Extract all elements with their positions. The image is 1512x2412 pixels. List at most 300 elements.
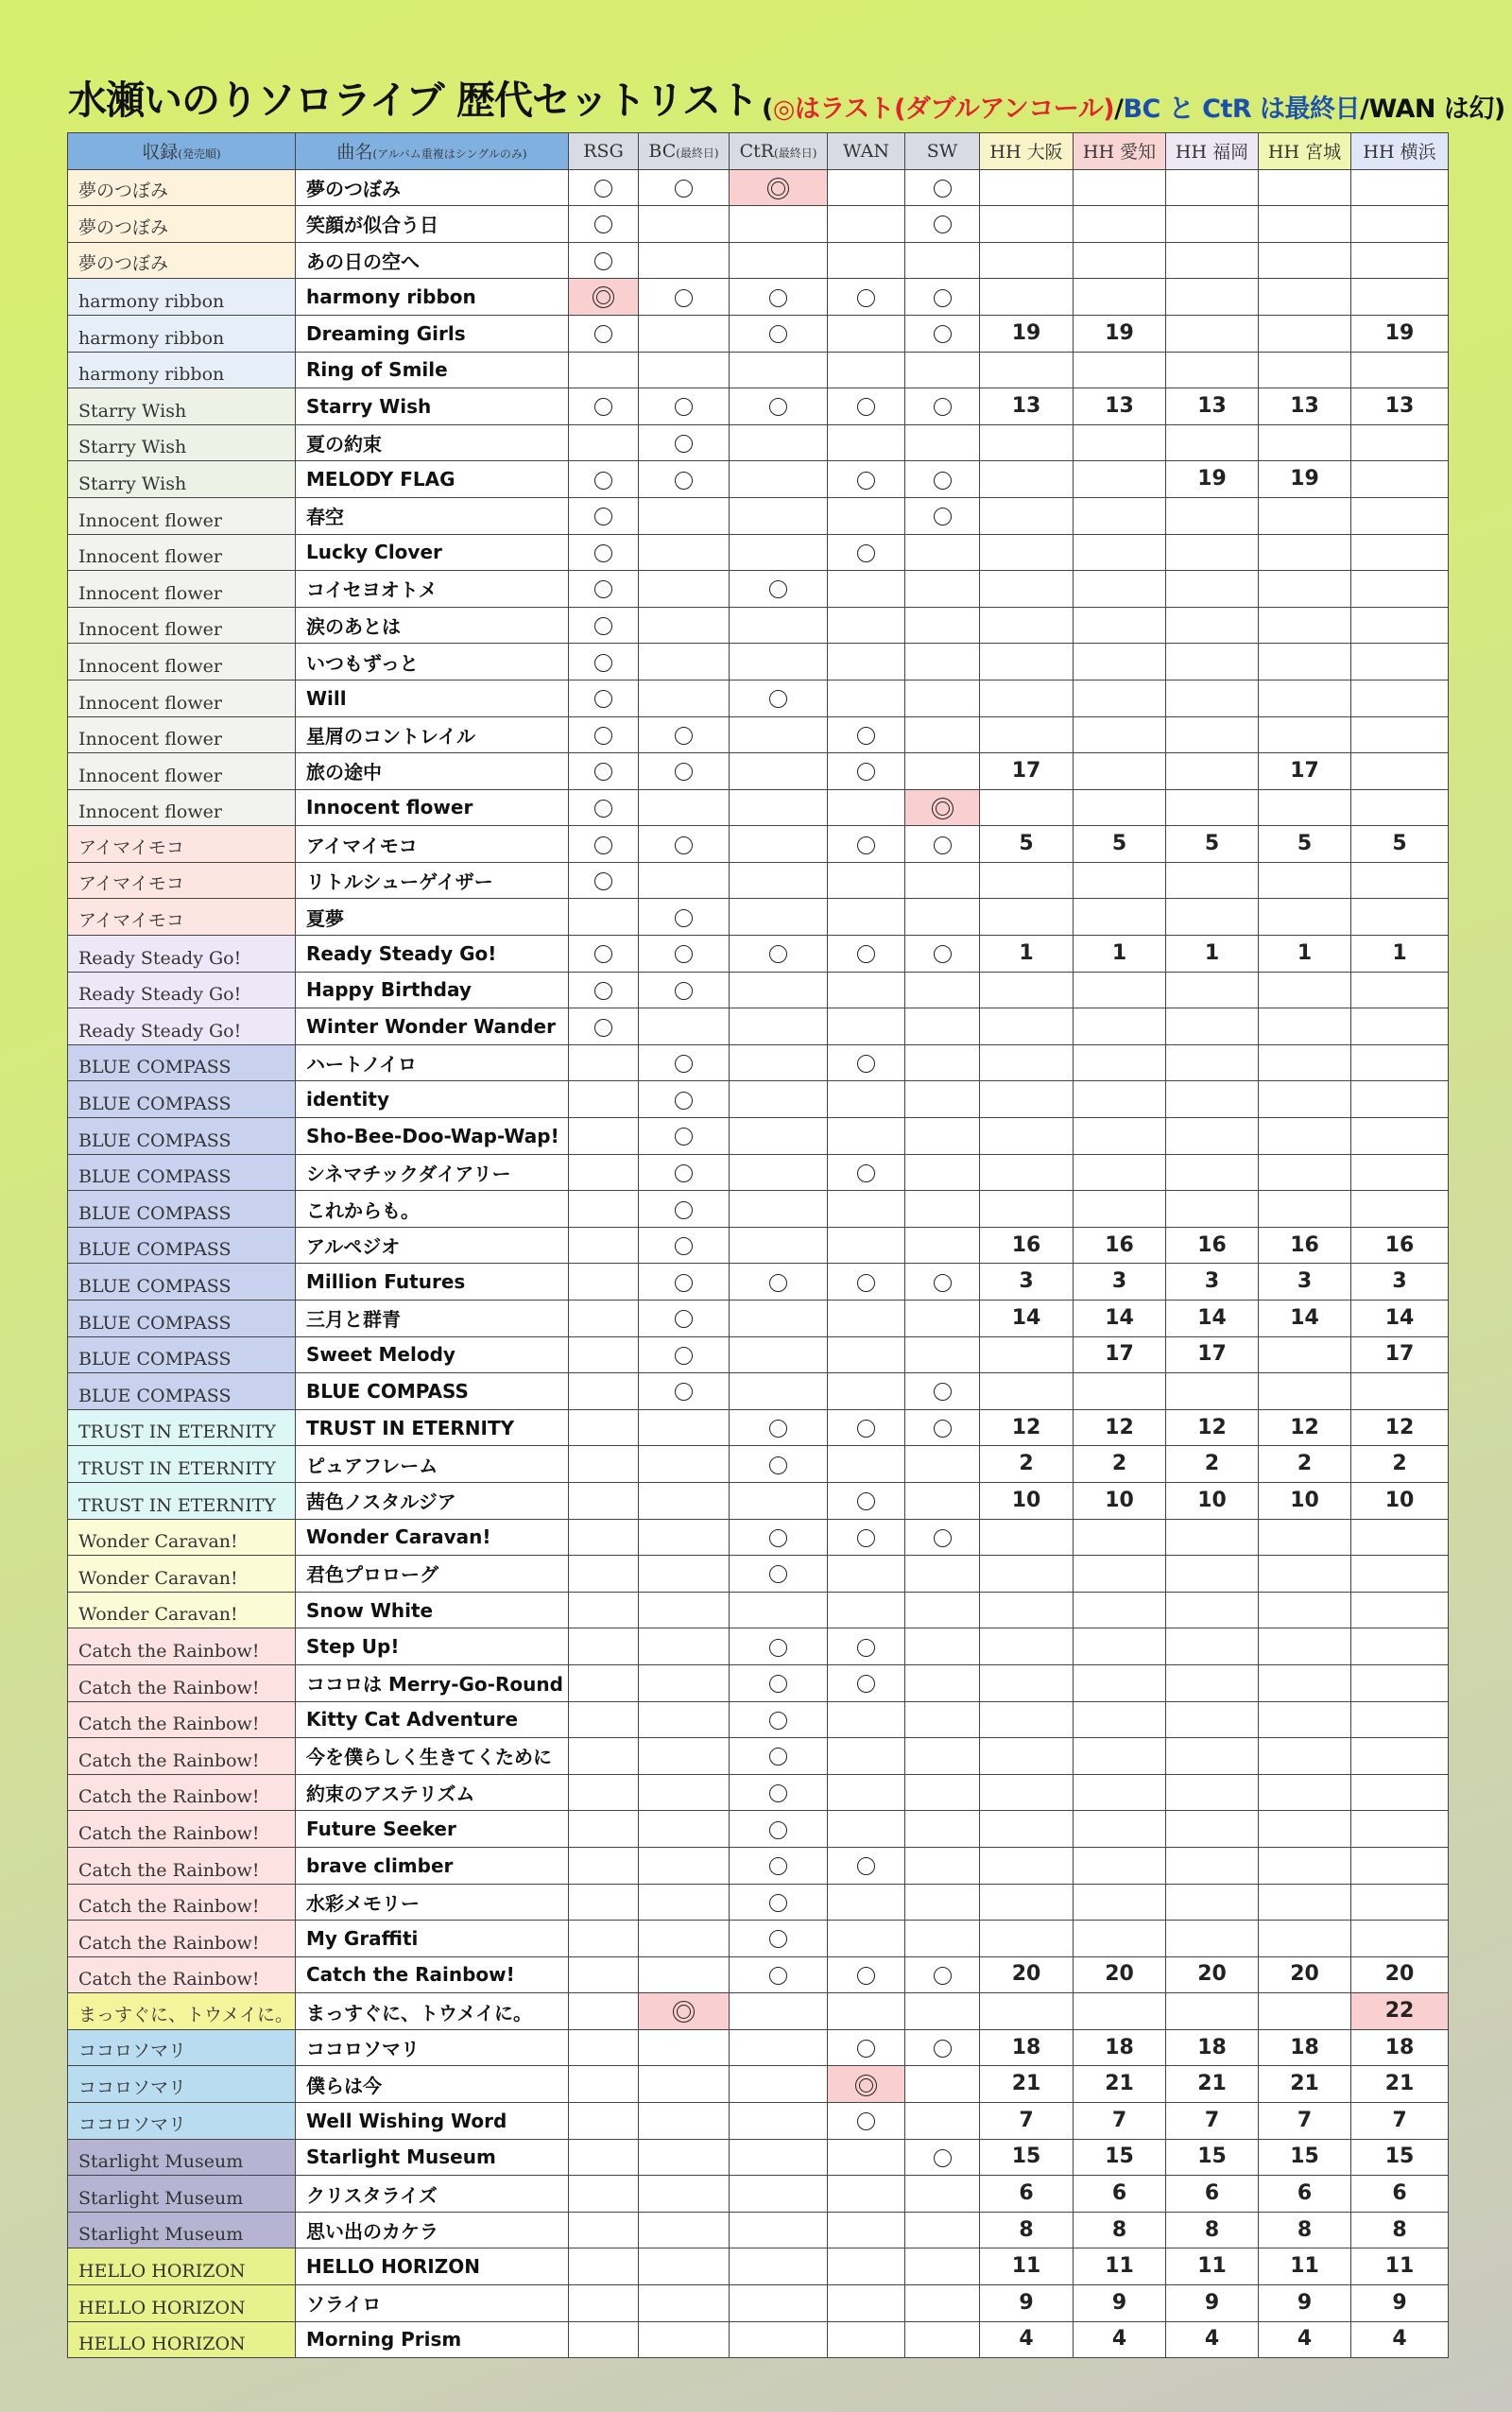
hh-order-cell: [1351, 1008, 1449, 1045]
table-row: [68, 936, 1449, 973]
rsg-mark-cell: [569, 2029, 639, 2066]
album-cell: 夢のつぼみ: [68, 169, 296, 206]
hh-order-cell: 12: [1074, 1409, 1166, 1446]
ctr-mark-cell: [730, 789, 828, 826]
performed-mark-icon: [934, 289, 952, 307]
hh-order-cell: 21: [1351, 2066, 1449, 2103]
bc-mark-cell: [639, 1956, 730, 1993]
bc-mark-cell: [639, 1446, 730, 1483]
sw-mark-cell: [905, 1301, 980, 1337]
wan-mark-cell: [828, 388, 905, 425]
hh-order-cell: [1074, 352, 1166, 388]
col-header-hh-yokohama: HH 横浜: [1351, 133, 1449, 170]
ctr-mark-cell: [730, 1482, 828, 1519]
ctr-mark-cell: [730, 2139, 828, 2176]
performed-mark-icon: [675, 1092, 693, 1110]
song-cell: Million Futures: [296, 1264, 569, 1301]
wan-mark-cell: [828, 1556, 905, 1593]
album-cell: Catch the Rainbow!: [68, 1884, 296, 1921]
table-row: [68, 680, 1449, 716]
hh-order-cell: [980, 899, 1074, 936]
hh-order-cell: [1351, 753, 1449, 790]
hh-order-cell: 5: [1166, 826, 1259, 863]
hh-order-cell: [1259, 1884, 1351, 1921]
performed-mark-icon: [675, 1128, 693, 1146]
bc-mark-cell: [639, 2029, 730, 2066]
hh-order-cell: 3: [1259, 1264, 1351, 1301]
performed-mark-icon: [934, 1383, 952, 1401]
hh-order-cell: [1259, 1592, 1351, 1628]
hh-order-cell: 16: [1259, 1227, 1351, 1264]
wan-mark-cell: [828, 1301, 905, 1337]
ctr-mark-cell: [730, 1664, 828, 1701]
table-row: [68, 279, 1449, 316]
sw-mark-cell: [905, 571, 980, 608]
song-cell: Snow White: [296, 1592, 569, 1628]
hh-order-cell: 1: [1259, 936, 1351, 973]
hh-order-cell: [980, 1628, 1074, 1665]
hh-order-cell: 18: [1074, 2029, 1166, 2066]
hh-order-cell: 15: [1166, 2139, 1259, 2176]
hh-order-cell: [980, 789, 1074, 826]
performed-mark-icon: [857, 1492, 875, 1510]
hh-order-cell: [980, 461, 1074, 498]
sw-mark-cell: [905, 789, 980, 826]
hh-order-cell: [1351, 644, 1449, 681]
song-cell: TRUST IN ETERNITY: [296, 1409, 569, 1446]
performed-mark-icon: [594, 580, 612, 598]
hh-order-cell: [1351, 206, 1449, 243]
rsg-mark-cell: [569, 2176, 639, 2213]
hh-order-cell: [980, 1336, 1074, 1373]
hh-order-cell: [1074, 789, 1166, 826]
sw-mark-cell: [905, 1446, 980, 1483]
performed-mark-icon: [769, 1894, 787, 1912]
ctr-mark-cell: [730, 1628, 828, 1665]
song-cell: 僕らは今: [296, 2066, 569, 2103]
sw-mark-cell: [905, 1556, 980, 1593]
bc-mark-cell: [639, 899, 730, 936]
hh-order-cell: [980, 1774, 1074, 1811]
bc-mark-cell: [639, 2285, 730, 2322]
hh-order-cell: [1074, 753, 1166, 790]
wan-mark-cell: [828, 424, 905, 461]
sw-mark-cell: [905, 242, 980, 279]
hh-order-cell: [980, 206, 1074, 243]
hh-order-cell: [1074, 716, 1166, 753]
rsg-mark-cell: [569, 279, 639, 316]
rsg-mark-cell: [569, 789, 639, 826]
bc-mark-cell: [639, 789, 730, 826]
hh-order-cell: [1259, 1993, 1351, 2030]
hh-order-cell: [1074, 1373, 1166, 1410]
album-cell: Innocent flower: [68, 789, 296, 826]
album-cell: Catch the Rainbow!: [68, 1774, 296, 1811]
wan-mark-cell: [828, 279, 905, 316]
bc-mark-cell: [639, 1118, 730, 1155]
performed-mark-icon: [857, 763, 875, 781]
hh-order-cell: [1259, 607, 1351, 644]
album-cell: HELLO HORIZON: [68, 2285, 296, 2322]
hh-order-cell: [1259, 1044, 1351, 1081]
table-row: [68, 1409, 1449, 1446]
rsg-mark-cell: [569, 1921, 639, 1957]
sw-mark-cell: [905, 1044, 980, 1081]
ctr-mark-cell: [730, 862, 828, 899]
hh-order-cell: 11: [1074, 2248, 1166, 2285]
bc-mark-cell: [639, 1993, 730, 2030]
hh-order-cell: 12: [1351, 1409, 1449, 1446]
hh-order-cell: 3: [1351, 1264, 1449, 1301]
hh-order-cell: [1351, 1884, 1449, 1921]
bc-mark-cell: [639, 1664, 730, 1701]
table-row: [68, 753, 1449, 790]
wan-mark-cell: [828, 1482, 905, 1519]
wan-mark-cell: [828, 1191, 905, 1228]
hh-order-cell: 16: [1166, 1227, 1259, 1264]
bc-mark-cell: [639, 716, 730, 753]
bc-mark-cell: [639, 1008, 730, 1045]
song-cell: 茜色ノスタルジア: [296, 1482, 569, 1519]
table-row: [68, 2321, 1449, 2358]
wan-mark-cell: [828, 1628, 905, 1665]
hh-order-cell: 19: [1166, 461, 1259, 498]
hh-order-cell: 1: [1166, 936, 1259, 973]
ctr-mark-cell: [730, 1373, 828, 1410]
wan-mark-cell: [828, 1409, 905, 1446]
rsg-mark-cell: [569, 644, 639, 681]
wan-mark-cell: [828, 242, 905, 279]
performed-mark-icon: [769, 1456, 787, 1474]
wan-mark-cell: [828, 1044, 905, 1081]
hh-order-cell: [1074, 571, 1166, 608]
rsg-mark-cell: [569, 1519, 639, 1556]
ctr-mark-cell: [730, 2321, 828, 2358]
wan-mark-cell: [828, 1373, 905, 1410]
album-cell: Wonder Caravan!: [68, 1592, 296, 1628]
performed-mark-icon: [594, 982, 612, 1000]
hh-order-cell: [1074, 1008, 1166, 1045]
song-cell: コイセヨオトメ: [296, 571, 569, 608]
ctr-mark-cell: [730, 1811, 828, 1848]
bc-mark-cell: [639, 644, 730, 681]
performed-mark-icon: [594, 252, 612, 270]
bc-mark-cell: [639, 1336, 730, 1373]
album-cell: Catch the Rainbow!: [68, 1701, 296, 1738]
ctr-mark-cell: [730, 534, 828, 571]
hh-order-cell: [1259, 1628, 1351, 1665]
hh-order-cell: 7: [980, 2103, 1074, 2140]
hh-order-cell: 6: [980, 2176, 1074, 2213]
hh-order-cell: [1259, 972, 1351, 1008]
hh-order-cell: [1166, 1592, 1259, 1628]
album-cell: Innocent flower: [68, 644, 296, 681]
hh-order-cell: [1074, 1628, 1166, 1665]
hh-order-cell: [1166, 862, 1259, 899]
song-cell: 思い出のカケラ: [296, 2212, 569, 2248]
hh-order-cell: [1351, 972, 1449, 1008]
hh-order-cell: [1166, 899, 1259, 936]
table-row: [68, 862, 1449, 899]
hh-order-cell: [1259, 1811, 1351, 1848]
performed-mark-icon: [857, 2112, 875, 2130]
wan-mark-cell: [828, 2029, 905, 2066]
performed-mark-icon: [857, 472, 875, 490]
table-row: [68, 388, 1449, 425]
performed-mark-icon: [769, 1712, 787, 1730]
song-cell: ココロソマリ: [296, 2029, 569, 2066]
song-cell: シネマチックダイアリー: [296, 1154, 569, 1191]
hh-order-cell: [1074, 644, 1166, 681]
rsg-mark-cell: [569, 1044, 639, 1081]
bc-mark-cell: [639, 1482, 730, 1519]
wan-mark-cell: [828, 1921, 905, 1957]
album-cell: 夢のつぼみ: [68, 206, 296, 243]
hh-order-cell: [980, 534, 1074, 571]
rsg-mark-cell: [569, 899, 639, 936]
hh-order-cell: 7: [1166, 2103, 1259, 2140]
bc-mark-cell: [639, 1884, 730, 1921]
hh-order-cell: 5: [1259, 826, 1351, 863]
ctr-mark-cell: [730, 169, 828, 206]
sw-mark-cell: [905, 424, 980, 461]
ctr-mark-cell: [730, 607, 828, 644]
hh-order-cell: [980, 607, 1074, 644]
hh-order-cell: [1074, 242, 1166, 279]
bc-mark-cell: [639, 242, 730, 279]
hh-order-cell: [1259, 1191, 1351, 1228]
hh-order-cell: [1166, 571, 1259, 608]
album-cell: アイマイモコ: [68, 826, 296, 863]
performed-mark-icon: [594, 654, 612, 672]
bc-mark-cell: [639, 424, 730, 461]
hh-order-cell: [1166, 242, 1259, 279]
hh-order-cell: [1259, 534, 1351, 571]
table-row: [68, 1701, 1449, 1738]
hh-order-cell: [1074, 1592, 1166, 1628]
album-cell: Ready Steady Go!: [68, 972, 296, 1008]
wan-mark-cell: [828, 1701, 905, 1738]
song-cell: 夏の約束: [296, 424, 569, 461]
table-row: [68, 826, 1449, 863]
wan-mark-cell: [828, 862, 905, 899]
bc-mark-cell: [639, 1191, 730, 1228]
hh-order-cell: [1166, 1556, 1259, 1593]
album-cell: Innocent flower: [68, 534, 296, 571]
album-cell: Starry Wish: [68, 461, 296, 498]
hh-order-cell: [1166, 789, 1259, 826]
performed-mark-icon: [769, 1675, 787, 1693]
table-row: [68, 2029, 1449, 2066]
hh-order-cell: 3: [1074, 1264, 1166, 1301]
hh-order-cell: [980, 352, 1074, 388]
ctr-mark-cell: [730, 2029, 828, 2066]
hh-order-cell: 9: [980, 2285, 1074, 2322]
last-song-mark-icon: [767, 178, 789, 199]
hh-order-cell: [1259, 242, 1351, 279]
hh-order-cell: [1074, 1701, 1166, 1738]
performed-mark-icon: [857, 1420, 875, 1438]
hh-order-cell: [1166, 1519, 1259, 1556]
rsg-mark-cell: [569, 1701, 639, 1738]
album-cell: TRUST IN ETERNITY: [68, 1409, 296, 1446]
album-cell: Innocent flower: [68, 497, 296, 534]
sw-mark-cell: [905, 1738, 980, 1775]
song-cell: identity: [296, 1081, 569, 1118]
hh-order-cell: [1259, 352, 1351, 388]
sw-mark-cell: [905, 206, 980, 243]
song-cell: Future Seeker: [296, 1811, 569, 1848]
hh-order-cell: 20: [1351, 1956, 1449, 1993]
ctr-mark-cell: [730, 753, 828, 790]
hh-order-cell: [1351, 497, 1449, 534]
hh-order-cell: 13: [1351, 388, 1449, 425]
song-cell: brave climber: [296, 1847, 569, 1884]
hh-order-cell: [1074, 169, 1166, 206]
ctr-mark-cell: [730, 1081, 828, 1118]
rsg-mark-cell: [569, 1774, 639, 1811]
hh-order-cell: [980, 1191, 1074, 1228]
hh-order-cell: 15: [1351, 2139, 1449, 2176]
performed-mark-icon: [857, 836, 875, 854]
title-paren: (: [762, 95, 773, 124]
sw-mark-cell: [905, 461, 980, 498]
hh-order-cell: [980, 716, 1074, 753]
ctr-mark-cell: [730, 1519, 828, 1556]
hh-order-cell: [1259, 497, 1351, 534]
sw-mark-cell: [905, 1628, 980, 1665]
hh-order-cell: [1259, 899, 1351, 936]
hh-order-cell: [980, 1044, 1074, 1081]
ctr-mark-cell: [730, 497, 828, 534]
bc-mark-cell: [639, 1921, 730, 1957]
wan-mark-cell: [828, 899, 905, 936]
sw-mark-cell: [905, 2139, 980, 2176]
sw-mark-cell: [905, 315, 980, 352]
album-cell: Catch the Rainbow!: [68, 1956, 296, 1993]
bc-mark-cell: [639, 1811, 730, 1848]
hh-order-cell: [1074, 680, 1166, 716]
bc-mark-cell: [639, 2321, 730, 2358]
performed-mark-icon: [769, 1748, 787, 1766]
ctr-mark-cell: [730, 1227, 828, 1264]
hh-order-cell: [1074, 206, 1166, 243]
ctr-mark-cell: [730, 936, 828, 973]
song-cell: 笑顔が似合う日: [296, 206, 569, 243]
wan-mark-cell: [828, 1227, 905, 1264]
hh-order-cell: [1351, 1847, 1449, 1884]
performed-mark-icon: [594, 617, 612, 635]
rsg-mark-cell: [569, 1811, 639, 1848]
bc-mark-cell: [639, 1373, 730, 1410]
album-cell: まっすぐに、トウメイに。: [68, 1993, 296, 2030]
hh-order-cell: 17: [980, 753, 1074, 790]
sw-mark-cell: [905, 1921, 980, 1957]
hh-order-cell: 9: [1351, 2285, 1449, 2322]
rsg-mark-cell: [569, 936, 639, 973]
hh-order-cell: 19: [1351, 315, 1449, 352]
ctr-mark-cell: [730, 424, 828, 461]
hh-order-cell: [1166, 424, 1259, 461]
bc-mark-cell: [639, 1738, 730, 1775]
sw-mark-cell: [905, 1373, 980, 1410]
hh-order-cell: 4: [1351, 2321, 1449, 2358]
album-cell: Innocent flower: [68, 716, 296, 753]
hh-order-cell: [1166, 1811, 1259, 1848]
song-cell: 今を僕らしく生きてくために: [296, 1738, 569, 1775]
rsg-mark-cell: [569, 716, 639, 753]
hh-order-cell: [1074, 1081, 1166, 1118]
ctr-mark-cell: [730, 1118, 828, 1155]
hh-order-cell: 14: [1074, 1301, 1166, 1337]
last-song-mark-icon: [855, 2075, 877, 2096]
song-cell: Morning Prism: [296, 2321, 569, 2358]
bc-mark-cell: [639, 169, 730, 206]
wan-mark-cell: [828, 753, 905, 790]
hh-order-cell: 5: [1351, 826, 1449, 863]
performed-mark-icon: [857, 1967, 875, 1985]
hh-order-cell: [1351, 352, 1449, 388]
bc-mark-cell: [639, 388, 730, 425]
song-cell: Well Wishing Word: [296, 2103, 569, 2140]
rsg-mark-cell: [569, 534, 639, 571]
col-header-hh-miyagi: HH 宮城: [1259, 133, 1351, 170]
wan-mark-cell: [828, 1154, 905, 1191]
ctr-mark-cell: [730, 644, 828, 681]
hh-order-cell: [1074, 461, 1166, 498]
song-cell: BLUE COMPASS: [296, 1373, 569, 1410]
wan-mark-cell: [828, 534, 905, 571]
album-cell: TRUST IN ETERNITY: [68, 1482, 296, 1519]
hh-order-cell: 4: [1166, 2321, 1259, 2358]
album-cell: Catch the Rainbow!: [68, 1628, 296, 1665]
table-row: [68, 352, 1449, 388]
ctr-mark-cell: [730, 242, 828, 279]
rsg-mark-cell: [569, 1664, 639, 1701]
bc-mark-cell: [639, 1847, 730, 1884]
song-cell: Innocent flower: [296, 789, 569, 826]
rsg-mark-cell: [569, 2285, 639, 2322]
hh-order-cell: [1166, 1191, 1259, 1228]
hh-order-cell: 5: [980, 826, 1074, 863]
bc-mark-cell: [639, 2212, 730, 2248]
performed-mark-icon: [594, 508, 612, 525]
performed-mark-icon: [594, 836, 612, 854]
hh-order-cell: 22: [1351, 1993, 1449, 2030]
hh-order-cell: [1074, 972, 1166, 1008]
song-cell: これからも。: [296, 1191, 569, 1228]
hh-order-cell: [1259, 1118, 1351, 1155]
hh-order-cell: [1166, 753, 1259, 790]
hh-order-cell: [980, 1556, 1074, 1593]
table-row: [68, 571, 1449, 608]
hh-order-cell: [1074, 1664, 1166, 1701]
hh-order-cell: [1259, 206, 1351, 243]
bc-mark-cell: [639, 1264, 730, 1301]
album-cell: TRUST IN ETERNITY: [68, 1446, 296, 1483]
hh-order-cell: [1351, 1118, 1449, 1155]
hh-order-cell: 4: [1074, 2321, 1166, 2358]
sw-mark-cell: [905, 1884, 980, 1921]
sw-mark-cell: [905, 1519, 980, 1556]
hh-order-cell: 1: [1074, 936, 1166, 973]
performed-mark-icon: [769, 1639, 787, 1657]
rsg-mark-cell: [569, 1738, 639, 1775]
hh-order-cell: 8: [980, 2212, 1074, 2248]
performed-mark-icon: [594, 544, 612, 562]
album-cell: Catch the Rainbow!: [68, 1847, 296, 1884]
wan-mark-cell: [828, 315, 905, 352]
